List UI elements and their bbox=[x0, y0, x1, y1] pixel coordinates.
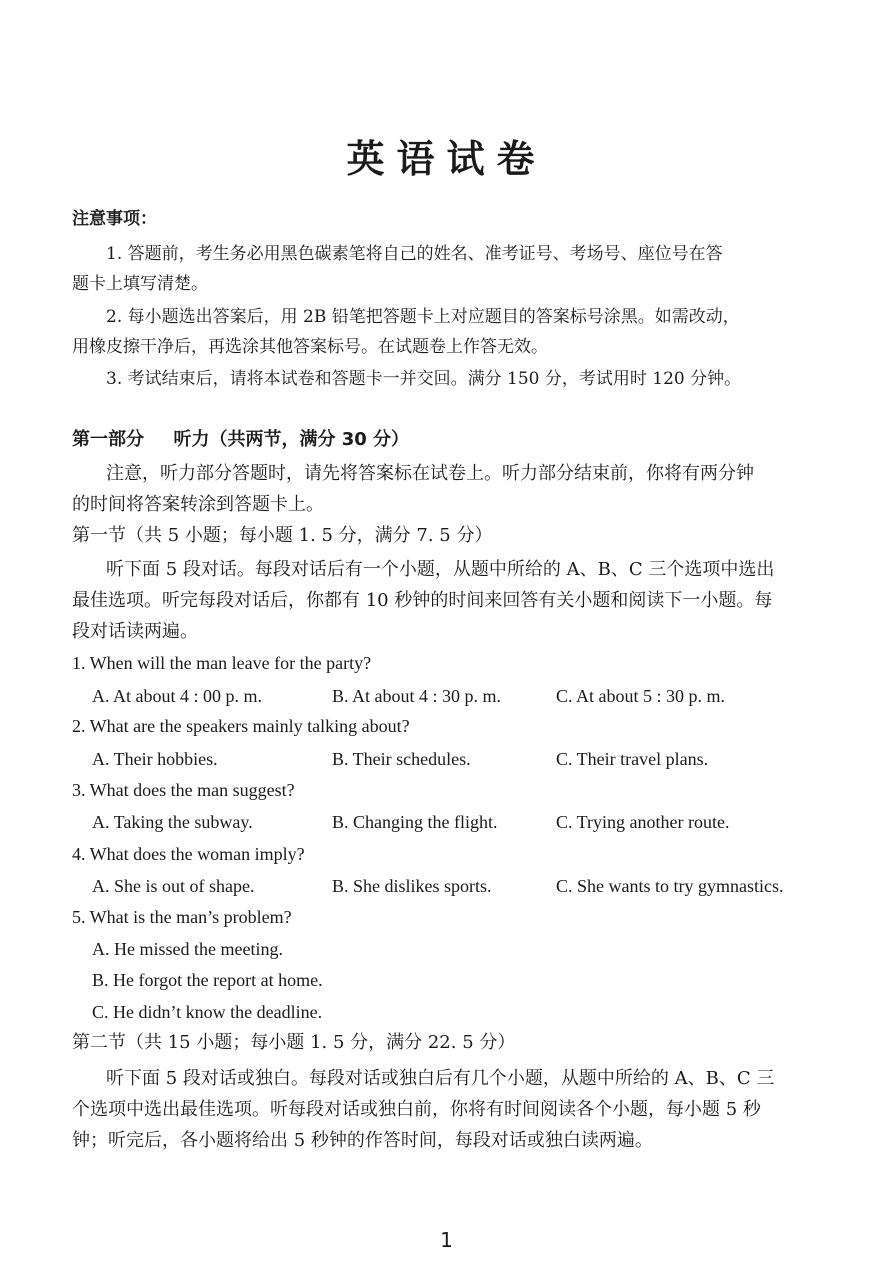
part1-heading-rest: 听力（共两节，满分 30 分） bbox=[173, 429, 410, 450]
section1-intro-line-1: 听下面 5 段对话。每段对话后有一个小题，从题中所给的 A、B、C 三个选项中选出 bbox=[106, 559, 775, 580]
notice-item-1-line-2: 题卡上填写清楚。 bbox=[72, 274, 208, 294]
question-2-option-a: A. Their hobbies. bbox=[92, 749, 218, 769]
section2-intro-line-2: 个选项中选出最佳选项。听每段对话或独白前，你将有时间阅读各个小题，每小题 5 秒 bbox=[72, 1099, 761, 1120]
question-3-option-a: A. Taking the subway. bbox=[92, 812, 253, 832]
section2-intro-line-1: 听下面 5 段对话或独白。每段对话或独白后有几个小题，从题中所给的 A、B、C 三 bbox=[106, 1068, 775, 1089]
notice-item-1-line-1: 1. 答题前，考生务必用黑色碳素笔将自己的姓名、准考证号、考场号、座位号在答 bbox=[106, 244, 723, 264]
question-4-option-c: C. She wants to try gymnastics. bbox=[556, 876, 784, 896]
question-3-option-c: C. Trying another route. bbox=[556, 812, 730, 832]
notice-item-2-line-1: 2. 每小题选出答案后，用 2B 铅笔把答题卡上对应题目的答案标号涂黑。如需改动， bbox=[106, 307, 740, 327]
question-4-option-a: A. She is out of shape. bbox=[92, 876, 255, 896]
notice-heading: 注意事项： bbox=[72, 209, 157, 229]
section1-intro-line-3: 段对话读两遍。 bbox=[72, 621, 198, 642]
question-2-option-c: C. Their travel plans. bbox=[556, 749, 709, 769]
page-title: 英语试卷 bbox=[346, 137, 547, 181]
section2-heading: 第二节（共 15 小题；每小题 1. 5 分，满分 22. 5 分） bbox=[72, 1032, 516, 1053]
part1-heading bbox=[72, 428, 409, 452]
question-5-option-a: A. He missed the meeting. bbox=[92, 939, 283, 959]
question-5-option-b: B. He forgot the report at home. bbox=[92, 970, 323, 990]
question-1: 1. When will the man leave for the party? bbox=[72, 653, 372, 673]
question-3: 3. What does the man suggest? bbox=[72, 780, 295, 800]
section1-heading: 第一节（共 5 小题；每小题 1. 5 分，满分 7. 5 分） bbox=[72, 525, 493, 546]
question-1-option-a: A. At about 4 : 00 p. m. bbox=[92, 686, 262, 706]
question-3-option-b: B. Changing the flight. bbox=[332, 812, 498, 832]
notice-item-2-line-2: 用橡皮擦干净后，再选涂其他答案标号。在试题卷上作答无效。 bbox=[72, 337, 548, 357]
question-4: 4. What does the woman imply? bbox=[72, 844, 305, 864]
section2-intro-line-3: 钟；听完后，各小题将给出 5 秒钟的作答时间，每段对话或独白读两遍。 bbox=[72, 1130, 653, 1151]
question-1-option-c: C. At about 5 : 30 p. m. bbox=[556, 686, 726, 706]
question-5: 5. What is the man’s problem? bbox=[72, 907, 292, 927]
part1-heading-label: 第一部分 bbox=[72, 429, 144, 450]
part1-intro-line-1: 注意，听力部分答题时，请先将答案标在试卷上。听力部分结束前，你将有两分钟 bbox=[106, 463, 754, 484]
question-2-option-b: B. Their schedules. bbox=[332, 749, 471, 769]
question-1-option-b: B. At about 4 : 30 p. m. bbox=[332, 686, 502, 706]
notice-item-3-line-1: 3. 考试结束后，请将本试卷和答题卡一并交回。满分 150 分，考试用时 120 分钟。 bbox=[106, 369, 742, 389]
question-5-option-c: C. He didn’t know the deadline. bbox=[92, 1002, 323, 1022]
part1-intro-line-2: 的时间将答案转涂到答题卡上。 bbox=[72, 494, 324, 515]
page-number: 1 bbox=[440, 1228, 453, 1252]
question-4-option-b: B. She dislikes sports. bbox=[332, 876, 492, 896]
section1-intro-line-2: 最佳选项。听完每段对话后，你都有 10 秒钟的时间来回答有关小题和阅读下一小题。每 bbox=[72, 590, 773, 611]
question-2: 2. What are the speakers mainly talking about? bbox=[72, 716, 410, 736]
